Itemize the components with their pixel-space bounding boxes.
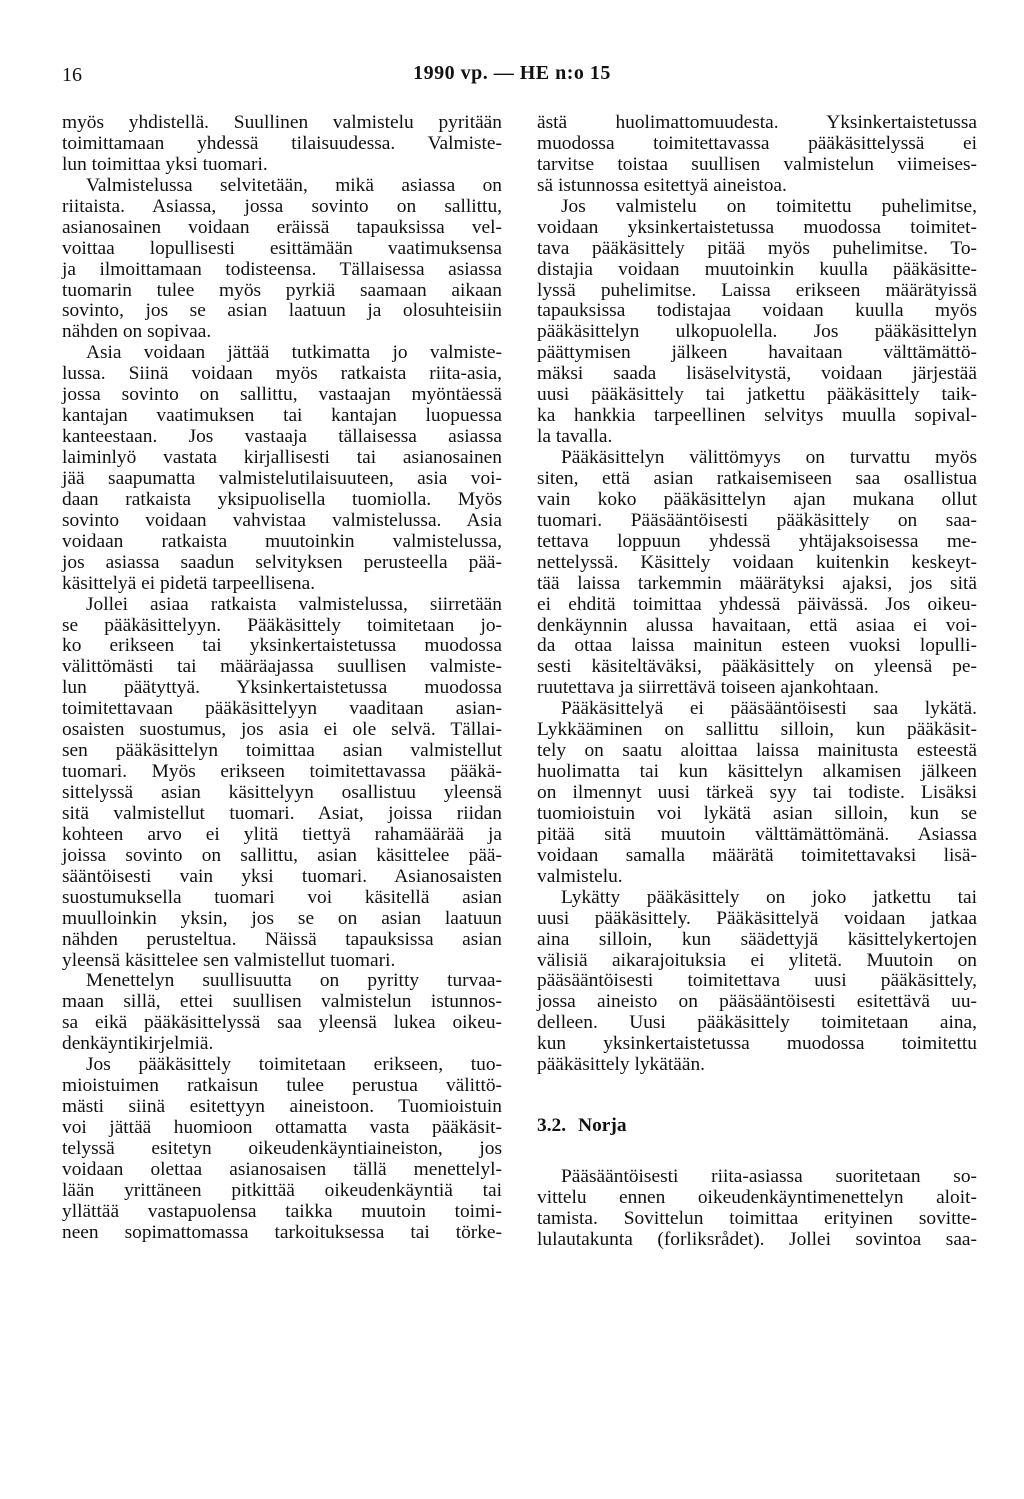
- text-line: päättymisen jälkeen havaitaan välttämättö-: [537, 342, 977, 364]
- text-line: vittelu ennen oikeudenkäyntimenettelyn aloit-: [537, 1187, 977, 1208]
- section-number: 3.2.: [537, 1115, 567, 1137]
- text-line: lun toimittaa yksi tuomari.: [62, 153, 268, 175]
- text-line: jos asiassa saadun selvityksen perusteella pää-: [62, 551, 502, 573]
- text-line: Menettelyn suullisuutta on pyritty turvaa-: [86, 970, 502, 992]
- text-line: sä istunnossa esitettyä aineistoa.: [537, 174, 787, 196]
- text-line: mäksi saada lisäselvitystä, voidaan järjestää: [537, 363, 977, 385]
- text-line: lään yrittäneen pitkittää oikeudenkäyntiä tai: [62, 1179, 502, 1201]
- text-line: myös yhdistellä. Suullinen valmistelu pyritään: [62, 112, 502, 133]
- text-line: tava pääkäsittely pitää myös puhelimitse. To-: [537, 237, 977, 259]
- text-line: voidaan ratkaista muutoinkin valmistelussa,: [62, 530, 502, 552]
- text-line: sa eikä pääkäsittelyssä saa yleensä lukea oikeu-: [62, 1012, 502, 1034]
- text-line: tettava loppuun yhdessä yhtäjaksoisessa me-: [537, 530, 977, 552]
- text-line: siten, että asian ratkaisemiseen saa osallistua: [537, 467, 977, 489]
- text-line: käsittelyä ei pidetä tarpeellisena.: [62, 572, 316, 594]
- text-line: la tavalla.: [537, 426, 613, 448]
- heading-spacer-bottom: [537, 1137, 977, 1167]
- text-line: Pääkäsittelyn välittömyys on turvattu myös: [561, 447, 977, 468]
- text-line: ja ilmoittamaan todisteensa. Tällaisessa asiassa: [62, 258, 502, 280]
- text-line: voittaa lopullisesti esittämään vaatimuksensa: [62, 237, 502, 259]
- text-line: sääntöisesti vain yksi tuomari. Asianosaisten: [62, 865, 502, 887]
- page-number: 16: [62, 64, 82, 86]
- text-line: kun yksinkertaistetussa muodossa toimitettu: [537, 1033, 977, 1055]
- text-line: se pääkäsittelyyn. Pääkäsittely toimitetaan jo-: [62, 614, 502, 636]
- text-line: huolimatta tai kun käsittelyn alkamisen jälkeen: [537, 761, 977, 783]
- right-column-body-top: [537, 113, 977, 1076]
- text-line: mästi siinä esitettyyn aineistoon. Tuomioistuin: [62, 1096, 502, 1118]
- text-line: voidaan yksinkertaistetussa muodossa toimitet-: [537, 216, 977, 238]
- text-line: mioistuimen ratkaisun tulee perustua välittö-: [62, 1075, 502, 1097]
- text-line: tuomioistuin voi lykätä asian silloin, kun se: [537, 802, 977, 824]
- text-line: välisiä aikarajoituksia ei ylitetä. Muutoin on: [537, 949, 977, 971]
- text-line: voidaan olettaa asianosaisen tällä menettelyl-: [62, 1158, 502, 1180]
- text-line: lulautakunta (forliksrådet). Jollei sovintoa saa-: [537, 1228, 977, 1250]
- text-line: asianosainen voidaan eräissä tapauksissa vel-: [62, 216, 502, 238]
- text-line: lyssä puhelimitse. Laissa erikseen määrätyissä: [537, 279, 977, 301]
- text-line: pääsääntöisesti toimitettava uusi pääkäsittely,: [537, 970, 977, 992]
- text-line: Valmistelussa selvitetään, mikä asiassa on: [86, 174, 502, 196]
- text-line: muodossa toimitettavassa pääkäsittelyssä ei: [537, 132, 977, 154]
- right-column: [537, 113, 977, 1251]
- text-line: delleen. Uusi pääkäsittely toimitetaan aina,: [537, 1012, 977, 1034]
- text-line: nettelyssä. Käsittely voidaan kuitenkin keskeyt-: [537, 551, 977, 573]
- text-line: sovinto voidaan vahvistaa valmistelussa. Asia: [62, 509, 502, 531]
- text-line: yleensä käsittelee sen valmistellut tuomari.: [62, 949, 396, 971]
- text-line: ruutettava ja siirrettävä toiseen ajankohtaan.: [537, 677, 879, 699]
- text-line: ei ehditä toimittaa yhdessä päivässä. Jos oikeu-: [537, 593, 977, 615]
- text-line: distajia voidaan muutoinkin kuulla pääkäsitte-: [537, 258, 977, 280]
- text-line: denkäyntikirjelmiä.: [62, 1033, 214, 1055]
- text-line: Lykätty pääkäsittely on joko jatkettu tai: [561, 886, 977, 908]
- text-line: pääkäsittely lykätään.: [537, 1054, 705, 1076]
- text-line: tarvitse toistaa suullisen valmistelun viimeises-: [537, 153, 977, 175]
- text-line: vain koko pääkäsittelyn ajan mukana ollut: [537, 488, 977, 510]
- text-line: kanteestaan. Jos vastaaja tällaisessa asiassa: [62, 426, 502, 448]
- section-title: Norja: [578, 1115, 627, 1137]
- text-line: sovinto, jos se asian laatuun ja olosuhteisiin: [62, 300, 502, 322]
- text-line: voi jättää huomioon ottamatta vasta pääkäsit-: [62, 1117, 502, 1138]
- text-line: kohteen arvo ei ylitä tiettyä rahamäärää ja: [62, 823, 502, 845]
- text-line: jossa sovinto on sallittu, vastaajan myöntäessä: [62, 384, 502, 406]
- heading-spacer-top: [537, 1076, 977, 1116]
- text-line: pitää sitä muutoin välttämättömänä. Asiassa: [537, 823, 977, 845]
- text-line: osaisten suostumus, jos asia ei ole selvä. Tällai-: [62, 719, 502, 741]
- text-line: tamista. Sovittelun toimittaa erityinen sovitte-: [537, 1207, 977, 1229]
- text-line: aina silloin, kun säädettyjä käsittelykertojen: [537, 928, 977, 950]
- text-line: uusi pääkäsittely tai jatkettu pääkäsittely taik-: [537, 384, 977, 406]
- text-line: Jollei asiaa ratkaista valmistelussa, siirretään: [86, 593, 502, 615]
- text-line: lussa. Siinä voidaan myös ratkaista riita-asia,: [62, 363, 502, 385]
- text-line: voidaan samalla määrätä toimitettavaksi lisä-: [537, 844, 977, 866]
- text-line: ko erikseen tai yksinkertaistetussa muodossa: [62, 635, 502, 657]
- text-line: neen sopimattomassa tarkoituksessa tai törke-: [62, 1221, 502, 1243]
- text-line: valmistelu.: [537, 865, 623, 887]
- text-line: Asia voidaan jättää tutkimatta jo valmiste-: [86, 342, 502, 364]
- text-line: toimitettavaan pääkäsittelyyn vaaditaan asian-: [62, 698, 502, 720]
- text-line: Jos valmistelu on toimitettu puhelimitse,: [561, 195, 977, 217]
- right-column-body-bottom: [537, 1167, 977, 1251]
- text-line: joissa sovinto on sallittu, asian käsittelee pää-: [62, 844, 502, 866]
- text-line: da ottaa laissa mainitun esteen vuoksi lopulli-: [537, 635, 977, 657]
- text-line: tely on saatu aloittaa laissa mainitusta esteestä: [537, 740, 977, 762]
- text-line: tuomari. Pääsääntöisesti pääkäsittely on saa-: [537, 509, 977, 531]
- text-line: nähden on sopivaa.: [62, 321, 212, 343]
- text-line: telyssä esitetyn oikeudenkäyntiaineiston, jos: [62, 1137, 502, 1159]
- text-line: Pääkäsittelyä ei pääsääntöisesti saa lykätä.: [561, 698, 977, 720]
- text-line: denkäynnin alussa havaitaan, että asiaa ei voi-: [537, 614, 977, 636]
- text-line: sesti käsiteltäväksi, pääkäsittely on yleensä pe-: [537, 656, 977, 678]
- text-line: riitaista. Asiassa, jossa sovinto on sallittu,: [62, 195, 502, 217]
- text-line: daan ratkaista yksipuolisella tuomiolla. Myös: [62, 488, 502, 510]
- text-line: lun päätyttyä. Yksinkertaistetussa muodossa: [62, 677, 502, 699]
- running-header: 1990 vp. — HE n:o 15: [413, 62, 611, 84]
- text-line: nähden perusteltua. Näissä tapauksissa asian: [62, 928, 502, 950]
- text-line: sittelyssä asian käsittelyyn osallistuu yleensä: [62, 782, 502, 803]
- section-heading: [537, 1116, 977, 1137]
- text-line: sen pääkäsittelyn toimittaa asian valmistellut: [62, 740, 502, 762]
- text-line: toimittamaan yhdessä tilaisuudessa. Valmiste-: [62, 132, 502, 154]
- text-line: jää saapumatta valmistelutilaisuuteen, asia voi-: [62, 467, 502, 489]
- text-line: sitä valmistellut tuomari. Asiat, joissa riidan: [62, 802, 502, 824]
- text-line: suostumuksella tuomari voi käsitellä asian: [62, 886, 502, 908]
- text-line: Lykkääminen on sallittu silloin, kun pääkäsit-: [537, 719, 977, 741]
- text-line: tuomari. Myös erikseen toimitettavassa pääkä-: [62, 761, 502, 783]
- left-column: [62, 113, 502, 1244]
- text-line: laiminlyö vastata kirjallisesti tai asianosainen: [62, 447, 502, 468]
- text-line: kantajan vaatimuksen tai kantajan luopuessa: [62, 405, 502, 427]
- text-line: Jos pääkäsittely toimitetaan erikseen, tuo-: [86, 1054, 502, 1076]
- text-line: ästä huolimattomuudesta. Yksinkertaistetussa: [537, 112, 977, 133]
- text-line: Pääsääntöisesti riita-asiassa suoritetaan so-: [561, 1166, 977, 1188]
- text-line: ka hankkia tarpeellinen selvitys muulla sopival-: [537, 405, 977, 427]
- text-line: maan sillä, ettei suullisen valmistelun istunnos-: [62, 991, 502, 1013]
- text-line: välittömästi tai määräajassa suullisen valmiste-: [62, 656, 502, 678]
- text-line: tuomarin tulee myös pyrkiä saamaan aikaan: [62, 279, 502, 301]
- text-line: muulloinkin yksin, jos se on asian laatuun: [62, 907, 502, 929]
- text-line: tapauksissa todistajaa voidaan kuulla myös: [537, 300, 977, 322]
- text-line: tää laissa tarkemmin määrätyksi ajaksi, jos sitä: [537, 572, 977, 594]
- text-line: yllättää vastapuolensa taikka muutoin toimi-: [62, 1200, 502, 1222]
- text-line: jossa aineisto on pääsääntöisesti esitettävä uu-: [537, 991, 977, 1013]
- text-line: on ilmennyt uusi tärkeä syy tai todiste. Lisäksi: [537, 782, 977, 803]
- text-line: pääkäsittelyn ulkopuolella. Jos pääkäsittelyn: [537, 321, 977, 343]
- text-line: uusi pääkäsittely. Pääkäsittelyä voidaan jatkaa: [537, 907, 977, 929]
